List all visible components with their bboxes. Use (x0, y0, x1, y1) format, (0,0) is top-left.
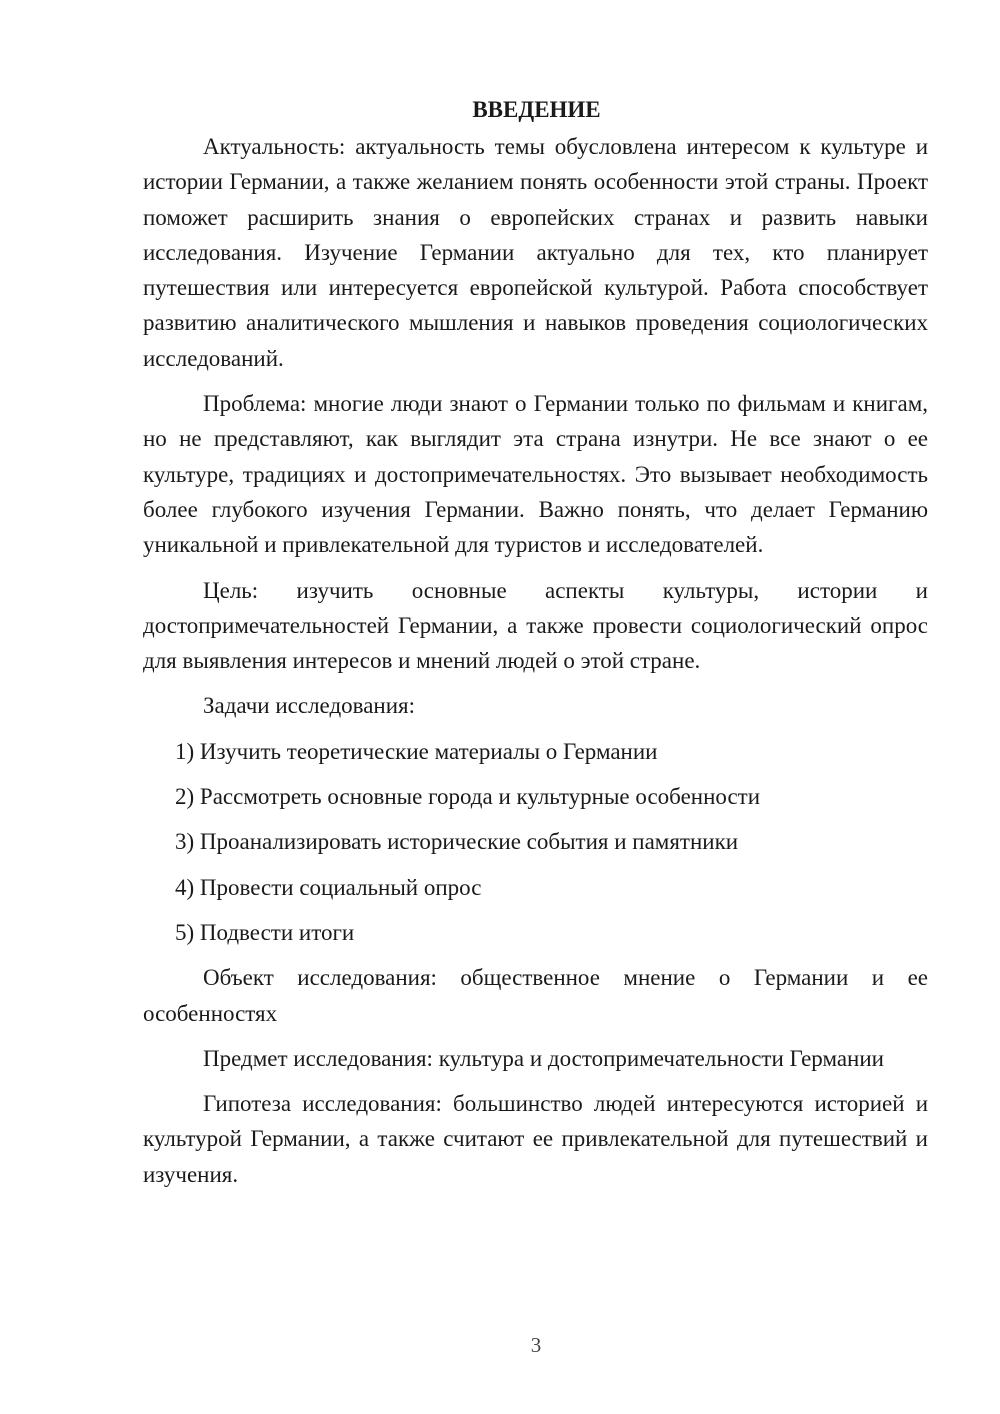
object-paragraph: Объект исследования: общественное мнение о Германии и ее особенностях (143, 965, 928, 1026)
list-item: 5) Подвести итоги (175, 919, 355, 945)
section-title: ВВЕДЕНИЕ (472, 97, 601, 122)
list-item: 1) Изучить теоретические материалы о Германии (175, 738, 658, 764)
list-item: 4) Провести социальный опрос (175, 874, 482, 900)
tasks-heading: Задачи исследования: (203, 693, 416, 719)
list-item: 2) Рассмотреть основные города и культурные особенности (175, 784, 761, 810)
tasks-list (143, 734, 928, 950)
relevance-paragraph: Актуальность: актуальность темы обусловлена интересом к культуре и истории Германии, а также желанием понять особенности этой страны. Проект поможет расширить знания о европейских странах и развить навыки исследования. Изучение Германии актуально для тех, кто планирует путешествия или интересуется европейской культурой. Работа способствует развитию аналитического мышления и навыков проведения социологических исследований. (143, 134, 928, 371)
list-item: 3) Проанализировать исторические события и памятники (175, 829, 739, 855)
page-content (143, 92, 928, 1202)
subject-paragraph: Предмет исследования: культура и достопримечательности Германии (203, 1045, 884, 1071)
hypothesis-paragraph: Гипотеза исследования: большинство людей интересуются историей и культурой Германии, а также считают ее привлекательной для путешествий и изучения. (143, 1091, 928, 1187)
problem-paragraph: Проблема: многие люди знают о Германии только по фильмам и книгам, но не представляют, как выглядит эта страна изнутри. Не все знают о ее культуре, традициях и достопримечательностях. Это вызывает необходимость более глубокого изучения Германии. Важно понять, что делает Германию уникальной и привлекательной для туристов и исследователей. (143, 391, 928, 558)
goal-paragraph: Цель: изучить основные аспекты культуры, истории и достопримечательностей Германии, а также провести социологический опрос для выявления интересов и мнений людей о этой стране. (143, 577, 928, 674)
page-number: 3 (530, 1333, 542, 1357)
